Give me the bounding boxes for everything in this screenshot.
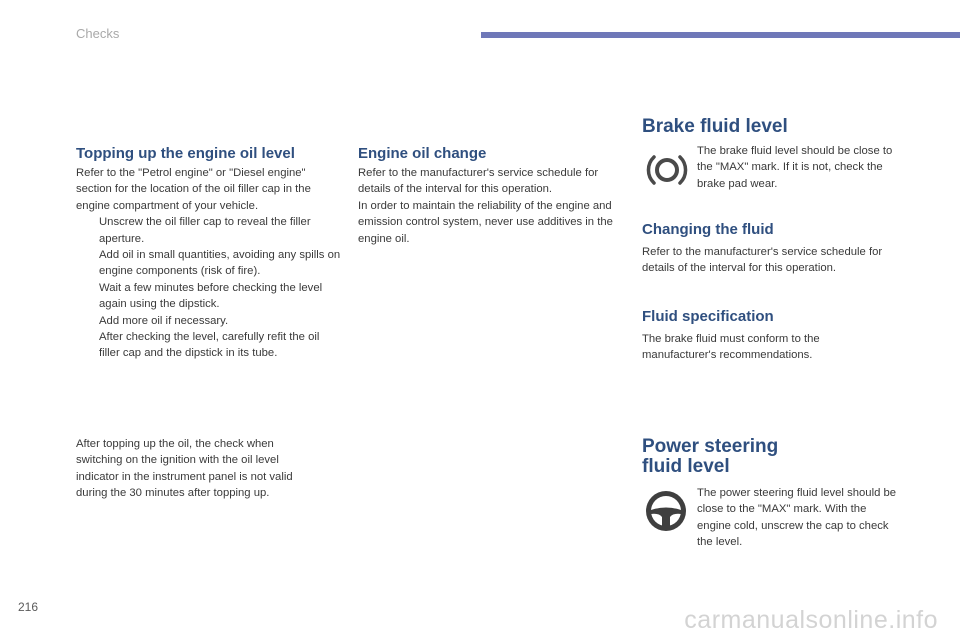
header-accent-bar: [481, 32, 960, 38]
oil-level-indicator-note: After topping up the oil, the check when switching on the ignition with the oil level indicator in the instrument panel is not valid during the 30 minutes after topping up.: [76, 438, 293, 500]
list-item: Wait a few minutes before checking the level again using the dipstick.: [99, 281, 323, 311]
watermark: carmanualsonline.info: [684, 606, 938, 634]
steering-wheel-icon: [643, 488, 689, 534]
page-number: 216: [18, 600, 39, 614]
heading-engine-oil-change: Engine oil change: [358, 145, 487, 162]
list-item: After checking the level, carefully refit the oil filler cap and the dipstick in its tube.: [99, 331, 320, 360]
engine-oil-change-section: [358, 165, 620, 247]
heading-topping-up-oil: Topping up the engine oil level: [76, 145, 295, 162]
topping-up-steps: [76, 214, 341, 362]
no-additives-text: In order to maintain the reliability of the engine and emission control system, never use additives in the engine oil.: [358, 199, 613, 245]
oil-change-interval-text: Refer to the manufacturer's service schedule for details of the interval for this operation.: [358, 167, 599, 196]
brake-warning-icon: [644, 147, 690, 193]
list-item: Add more oil if necessary.: [99, 314, 229, 327]
heading-changing-the-fluid: Changing the fluid: [642, 221, 774, 238]
brake-fluid-level-text: The brake fluid level should be close to the "MAX" mark. If it is not, check the brake pad wear.: [697, 145, 893, 190]
section-title: Checks: [76, 26, 120, 41]
fluid-specification-text: The brake fluid must conform to the manufacturer's recommendations.: [642, 333, 820, 362]
changing-fluid-text: Refer to the manufacturer's service schedule for details of the interval for this operation.: [642, 246, 883, 275]
heading-line: fluid level: [642, 456, 730, 477]
topping-up-section: [76, 165, 341, 362]
heading-line: Power steering: [642, 436, 779, 457]
topping-up-intro: Refer to the "Petrol engine" or "Diesel engine" section for the location of the oil filler cap in the engine compartment of your vehicle.: [76, 167, 311, 212]
list-item: Add oil in small quantities, avoiding any spills on engine components (risk of fire).: [99, 249, 341, 278]
power-steering-fluid-text: The power steering fluid level should be close to the "MAX" mark. With the engine cold, unscrew the cap to check the level.: [697, 487, 897, 549]
heading-fluid-specification: Fluid specification: [642, 308, 774, 325]
heading-power-steering-fluid-level: [642, 437, 778, 477]
list-item: Unscrew the oil filler cap to reveal the filler aperture.: [99, 216, 311, 245]
heading-brake-fluid-level: Brake fluid level: [642, 116, 788, 137]
